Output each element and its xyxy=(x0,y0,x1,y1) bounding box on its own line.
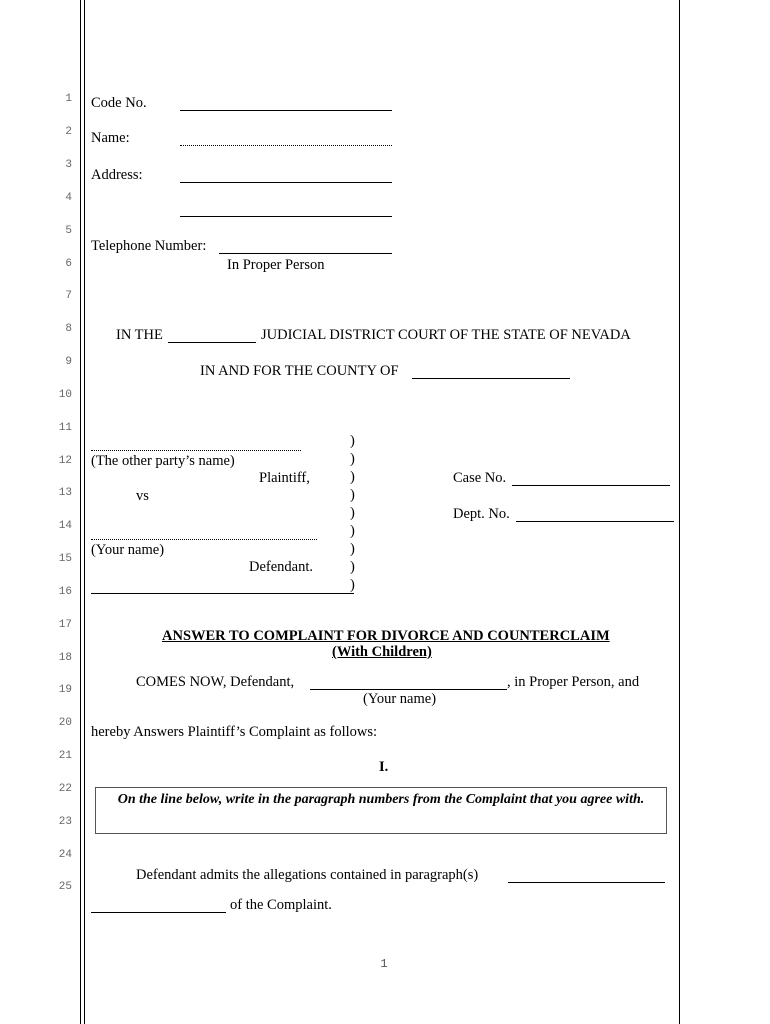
document-title: ANSWER TO COMPLAINT FOR DIVORCE AND COUNTERCLAIM xyxy=(162,628,610,644)
plaintiff-name-line xyxy=(91,450,301,451)
county-field[interactable] xyxy=(412,362,570,378)
judicial-district-field[interactable] xyxy=(168,326,256,342)
paren: ) xyxy=(350,523,355,539)
of-complaint-text: of the Complaint. xyxy=(230,897,332,913)
line-number: 14 xyxy=(58,520,72,532)
line-number: 6 xyxy=(65,258,72,270)
defendant-name-body-field[interactable] xyxy=(310,673,507,689)
line-number: 22 xyxy=(58,783,72,795)
line-number: 8 xyxy=(65,323,72,335)
court-line-prefix: IN THE xyxy=(116,327,163,343)
name-label: Name: xyxy=(91,130,130,146)
code-no-label: Code No. xyxy=(91,95,147,111)
margin-rule-left-outer xyxy=(80,0,81,1024)
section-heading: I. xyxy=(379,759,389,775)
margin-rule-right xyxy=(679,0,680,1024)
defendant-name-line xyxy=(91,539,317,540)
dept-no-field[interactable] xyxy=(516,505,674,521)
line-number: 4 xyxy=(65,192,72,204)
your-name-body-caption: (Your name) xyxy=(363,691,437,707)
paragraph-numbers-line xyxy=(508,882,665,883)
line-number: 20 xyxy=(58,717,72,729)
court-line-suffix: JUDICIAL DISTRICT COURT OF THE STATE OF NEVADA xyxy=(261,327,631,343)
line-number: 23 xyxy=(58,816,72,828)
dept-no-line xyxy=(516,521,674,522)
case-no-field[interactable] xyxy=(512,469,670,485)
paragraph-numbers-continued-line xyxy=(91,912,226,913)
defendant-name-field[interactable] xyxy=(91,523,317,539)
defendant-label: Defendant. xyxy=(249,559,314,575)
vs-label: vs xyxy=(136,488,149,504)
line-number: 9 xyxy=(65,356,72,368)
dept-no-label: Dept. No. xyxy=(453,506,510,522)
address-line-1 xyxy=(180,182,392,183)
paren: ) xyxy=(350,577,355,593)
address-line-2 xyxy=(180,216,392,217)
line-number: 15 xyxy=(58,553,72,565)
county-label: IN AND FOR THE COUNTY OF xyxy=(200,363,399,379)
code-no-line xyxy=(180,110,392,111)
line-number: 13 xyxy=(58,487,72,499)
line-number: 11 xyxy=(58,422,72,434)
line-number: 1 xyxy=(65,93,72,105)
paragraph-numbers-continued-field[interactable] xyxy=(91,896,226,912)
line-number: 7 xyxy=(65,290,72,302)
page-number: 1 xyxy=(380,957,388,971)
line-number: 16 xyxy=(58,586,72,598)
admits-text: Defendant admits the allegations contained in paragraph(s) xyxy=(136,867,479,883)
telephone-label: Telephone Number: xyxy=(91,238,207,254)
line-number: 21 xyxy=(58,750,72,762)
case-no-line xyxy=(512,485,670,486)
instruction-text: On the line below, write in the paragraph numbers from the Complaint that you agree with. xyxy=(117,792,645,807)
plaintiff-label: Plaintiff, xyxy=(259,470,310,486)
telephone-field[interactable] xyxy=(219,237,392,253)
margin-rule-left-inner xyxy=(84,0,85,1024)
line-number: 18 xyxy=(58,652,72,664)
plaintiff-name-field[interactable] xyxy=(91,434,301,450)
county-line xyxy=(412,378,570,379)
paren: ) xyxy=(350,433,355,449)
paren: ) xyxy=(350,505,355,521)
line-number: 17 xyxy=(58,619,72,631)
other-party-caption: (The other party’s name) xyxy=(91,453,235,469)
line-number: 19 xyxy=(58,684,72,696)
hereby-text: hereby Answers Plaintiff’s Complaint as follows: xyxy=(91,724,378,740)
judicial-district-line xyxy=(168,342,256,343)
code-no-field[interactable] xyxy=(180,94,392,110)
line-number: 3 xyxy=(65,159,72,171)
line-number: 5 xyxy=(65,225,72,237)
paren: ) xyxy=(350,559,355,575)
paren: ) xyxy=(350,451,355,467)
paragraph-numbers-field[interactable] xyxy=(508,866,665,882)
address-label: Address: xyxy=(91,167,143,183)
paren: ) xyxy=(350,469,355,485)
in-proper-person-and-text: , in Proper Person, and xyxy=(507,674,640,690)
comes-now-text: COMES NOW, Defendant, xyxy=(136,674,295,690)
address-field-2[interactable] xyxy=(180,200,392,216)
line-number: 10 xyxy=(58,389,72,401)
telephone-line xyxy=(219,253,392,254)
line-number: 24 xyxy=(58,849,72,861)
line-number: 12 xyxy=(58,455,72,467)
line-number: 2 xyxy=(65,126,72,138)
instruction-box xyxy=(95,787,667,834)
paren: ) xyxy=(350,541,355,557)
your-name-caption: (Your name) xyxy=(91,542,165,558)
case-no-label: Case No. xyxy=(453,470,507,486)
document-subtitle: (With Children) xyxy=(332,644,432,660)
line-number: 25 xyxy=(58,881,72,893)
caption-bottom-rule xyxy=(91,593,354,594)
name-line xyxy=(180,145,392,146)
paren: ) xyxy=(350,487,355,503)
address-field-1[interactable] xyxy=(180,166,392,182)
name-field[interactable] xyxy=(180,129,392,145)
in-proper-person-caption: In Proper Person xyxy=(227,257,325,273)
